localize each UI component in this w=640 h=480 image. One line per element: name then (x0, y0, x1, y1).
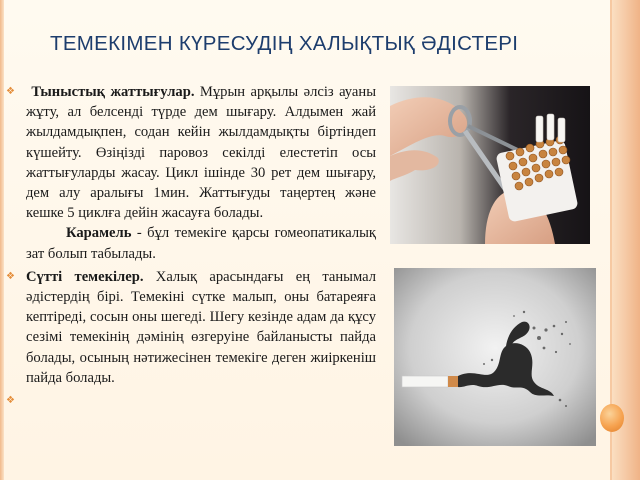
breathing-paragraph (26, 82, 376, 223)
milk-heading: Сүтті темекілер. (26, 268, 144, 285)
cigarette-smoke-photo (394, 268, 596, 446)
slide-content (6, 82, 376, 477)
milk-text: Халық арасындағы ең танымал әдістердің бірі. Темекіні сүтке малып, оны батареяға кептіреді, сосын оны шегеді. Шегу кезінде адам да құсу сезімі темекінің дәмінің өзгеруіне байланысты пайда болады, осының нәтижесінен темекіге деген жиіркеніш пайда болады. (26, 268, 376, 386)
caramel-paragraph (26, 223, 376, 263)
left-border-decoration (0, 0, 4, 480)
caramel-heading: Карамель (66, 225, 132, 242)
scissors-cigarettes-photo (390, 86, 590, 244)
square-bullet-icon: ❖ (6, 395, 15, 407)
milk-paragraph (26, 267, 376, 388)
breathing-heading: Тыныстық жаттығулар. (31, 84, 195, 100)
list-item-milk-cigarettes (6, 267, 376, 388)
slide-title: ТЕМЕКІМЕН КҮРЕСУДІҢ ХАЛЫҚТЫҚ ӘДІСТЕРІ (50, 32, 519, 55)
caramel-text: - бұл темекіге қарсы гомеопатикалық зат болып табылады. (26, 225, 376, 262)
breathing-text: Мұрын арқылы әлсіз ауаны жұту, ал белсенді түрде дем шығару. Алдымен жай жылдамдықпен, содан кейін жылдамдықты біртіндеп күшейту. Өзіңізді паровоз секілді елестетіп осы жаттығуларды жасау. Цикл ішінде 30 рет дем шығару, дем алу аралығы 1мин. Жаттығуды таңертең және кешке 5 циклға дейін жасауға болады. (26, 84, 377, 222)
list-item-empty (6, 391, 376, 411)
decorative-circle-icon (600, 404, 624, 432)
list-item-breathing (6, 82, 376, 264)
square-bullet-icon: ❖ (6, 270, 15, 282)
square-bullet-icon: ❖ (6, 86, 15, 97)
